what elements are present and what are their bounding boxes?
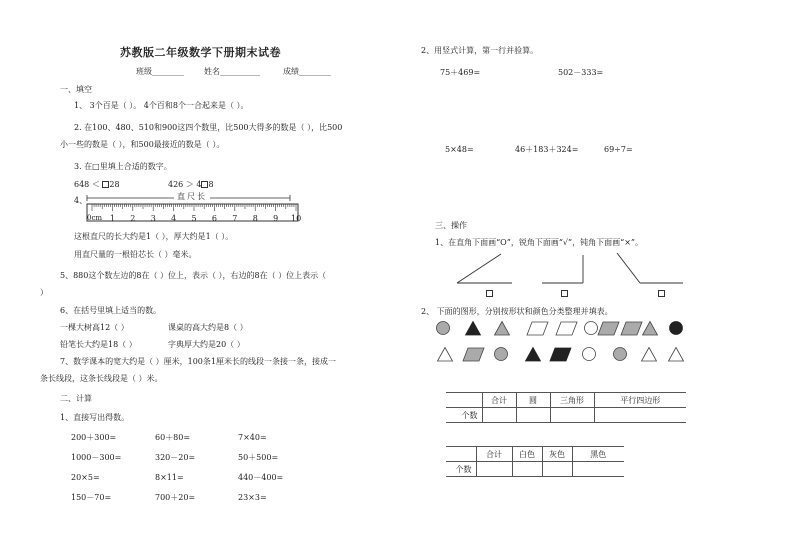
table-header-row bbox=[446, 447, 624, 462]
section-2-question-2: 2、用竖式计算，第一行并验算。 bbox=[421, 46, 539, 55]
question-2-line-1: 2. 在100、480、510和900这四个数里，比500大得多的数是（ ），比500 bbox=[74, 123, 343, 132]
shapes-row-2 bbox=[435, 346, 715, 366]
table-row-label: 个数 bbox=[446, 462, 476, 477]
section-3-title: 三、操作 bbox=[435, 221, 467, 230]
ruler-title: 直尺长 bbox=[174, 193, 210, 201]
color-count-table bbox=[446, 446, 624, 477]
acute-angle bbox=[457, 254, 512, 283]
gray-circle bbox=[437, 322, 450, 335]
black-triangle bbox=[466, 322, 481, 336]
answer-cell[interactable] bbox=[476, 462, 512, 477]
question-2-line-2: 小一些的数是（ ），和500最接近的数是（ ）。 bbox=[60, 140, 225, 149]
question-3-b bbox=[168, 181, 214, 189]
table-cell bbox=[446, 447, 476, 462]
answer-cell[interactable] bbox=[482, 408, 516, 423]
table-row bbox=[446, 408, 686, 423]
table-cell: 灰色 bbox=[542, 447, 572, 462]
calc-item: 200＋300= bbox=[71, 433, 117, 442]
calc-item: 700＋20= bbox=[155, 493, 196, 502]
question-7-line-1: 7、数学课本的宽大约是（ ）厘米，100条1厘米长的线段一条接一条，接成一 bbox=[60, 357, 336, 366]
question-7-line-2: 条长线段，这条长线段是（ ）米。 bbox=[40, 374, 163, 383]
calc-item: 20×5= bbox=[71, 473, 100, 482]
answer-cell[interactable] bbox=[542, 462, 572, 477]
question-6-d: 字典厚大约是20（ ） bbox=[168, 340, 245, 349]
ruler-tick-label: 3 bbox=[150, 214, 156, 223]
table-cell: 三角形 bbox=[550, 393, 594, 408]
ruler-tick-label: 2 bbox=[130, 214, 136, 223]
ruler-tick-label: 5 bbox=[191, 214, 197, 223]
question-3-b-right: 8 bbox=[208, 180, 214, 189]
question-5-line-1: 5、880这个数左边的8在（ ）位上，表示（ ），右边的8在（ ）位上表示（ bbox=[60, 271, 327, 280]
gray-parallelogram bbox=[463, 348, 484, 361]
question-4-number: 4、 bbox=[74, 196, 88, 205]
gray-circle bbox=[495, 348, 508, 361]
answer-cell[interactable] bbox=[512, 462, 542, 477]
black-circle bbox=[670, 322, 683, 335]
calc-item: 150－70= bbox=[71, 493, 112, 502]
white-circle bbox=[585, 322, 598, 335]
ruler-tick-label: 7 bbox=[232, 214, 238, 223]
table-row-label: 个数 bbox=[446, 408, 482, 423]
vertical-calc-item: 5×48= bbox=[445, 145, 474, 154]
white-circle bbox=[583, 348, 596, 361]
table-cell: 合计 bbox=[476, 447, 512, 462]
class-field: 班级________ bbox=[136, 67, 184, 76]
obtuse-angle bbox=[617, 253, 683, 283]
name-field: 姓名__________ bbox=[204, 67, 260, 76]
shape-count-table bbox=[446, 392, 686, 423]
ruler-tick-label: 6 bbox=[211, 214, 217, 223]
answer-cell[interactable] bbox=[594, 408, 686, 423]
answer-box[interactable] bbox=[561, 290, 568, 297]
gray-triangle bbox=[495, 322, 510, 336]
ruler-unit: 0cm bbox=[87, 214, 103, 222]
answer-cell[interactable] bbox=[572, 462, 624, 477]
black-triangle bbox=[526, 348, 541, 362]
section-3-question-2: 2、 下面的图形，分别按形状和颜色分类整理并填表。 bbox=[421, 307, 613, 316]
ruler-tick-label: 8 bbox=[252, 214, 258, 223]
section-2-title: 二、计算 bbox=[60, 394, 92, 403]
question-6-c: 铅笔长大约是18（ ） bbox=[60, 340, 137, 349]
white-parallelogram bbox=[556, 322, 577, 335]
table-cell: 白色 bbox=[512, 447, 542, 462]
vertical-calc-item: 502－333= bbox=[558, 68, 604, 77]
ruler-tick-label: 10 bbox=[291, 214, 302, 223]
calc-item: 50＋500= bbox=[238, 453, 279, 462]
question-1: 1、 3个百是（ ）。 4个百和8个一合起来是（ ）。 bbox=[74, 101, 249, 110]
table-header-row bbox=[446, 393, 686, 408]
question-6: 6、在括号里填上适当的数。 bbox=[60, 306, 162, 315]
question-4-line-2: 用直尺量的一根铅芯长（ ）毫米。 bbox=[74, 250, 197, 259]
section-2-question-1: 1、直接写出得数。 bbox=[60, 413, 130, 422]
calc-item: 7×40= bbox=[238, 433, 267, 442]
calc-item: 320－20= bbox=[155, 453, 196, 462]
gray-parallelogram bbox=[621, 322, 642, 335]
table-cell: 黑色 bbox=[572, 447, 624, 462]
question-3-a-left: 648 ＜ bbox=[74, 180, 100, 189]
question-6-b: 课桌的高大约是8（ ） bbox=[168, 323, 248, 332]
gray-circle bbox=[614, 348, 627, 361]
question-5-line-2: ） bbox=[40, 288, 48, 297]
calc-item: 23×3= bbox=[238, 493, 267, 502]
calc-item: 440－400= bbox=[238, 473, 284, 482]
vertical-calc-item: 46＋183＋324= bbox=[515, 145, 579, 154]
ruler-tick-label: 1 bbox=[109, 214, 115, 223]
vertical-calc-item: 75＋469= bbox=[440, 68, 481, 77]
table-cell: 合计 bbox=[482, 393, 516, 408]
table-row bbox=[446, 462, 624, 477]
white-triangle bbox=[642, 348, 657, 362]
ruler-tick-label: 9 bbox=[273, 214, 279, 223]
page-title: 苏教版二年级数学下册期末试卷 bbox=[120, 46, 281, 59]
gray-triangle bbox=[643, 322, 658, 336]
answer-box[interactable] bbox=[486, 290, 493, 297]
score-field: 成绩________ bbox=[283, 67, 331, 76]
question-3-a-right: 28 bbox=[109, 180, 120, 189]
question-3-a bbox=[74, 181, 120, 189]
section-1-title: 一、填空 bbox=[60, 85, 92, 94]
gray-parallelogram bbox=[598, 322, 619, 335]
white-triangle bbox=[438, 348, 453, 362]
answer-cell[interactable] bbox=[550, 408, 594, 423]
white-parallelogram bbox=[527, 322, 548, 335]
vertical-calc-item: 69÷7= bbox=[604, 145, 633, 154]
answer-cell[interactable] bbox=[516, 408, 550, 423]
question-4-line-1: 这根直尺的长大约是1（ ），厚大约是1（ ）。 bbox=[74, 232, 234, 241]
question-3: 3. 在□里填上合适的数字。 bbox=[74, 162, 172, 171]
black-parallelogram bbox=[550, 348, 571, 361]
white-triangle bbox=[669, 348, 684, 362]
calc-item: 1000－300= bbox=[71, 453, 122, 462]
question-3-b-left: 426 ＞ 4 bbox=[168, 180, 202, 189]
right-angle bbox=[542, 255, 583, 283]
table-cell bbox=[446, 393, 482, 408]
section-3-question-1: 1、在直角下面画“O”，锐角下面画“√”，钝角下面画“×”。 bbox=[435, 238, 643, 247]
question-6-a: 一棵大树高12（ ） bbox=[60, 323, 129, 332]
ruler-tick-label: 4 bbox=[171, 214, 177, 223]
table-cell: 平行四边形 bbox=[594, 393, 686, 408]
answer-box[interactable] bbox=[658, 290, 665, 297]
shapes-row-1 bbox=[435, 320, 715, 340]
calc-item: 60＋80= bbox=[155, 433, 191, 442]
calc-item: 8×11= bbox=[155, 473, 184, 482]
table-cell: 圆 bbox=[516, 393, 550, 408]
